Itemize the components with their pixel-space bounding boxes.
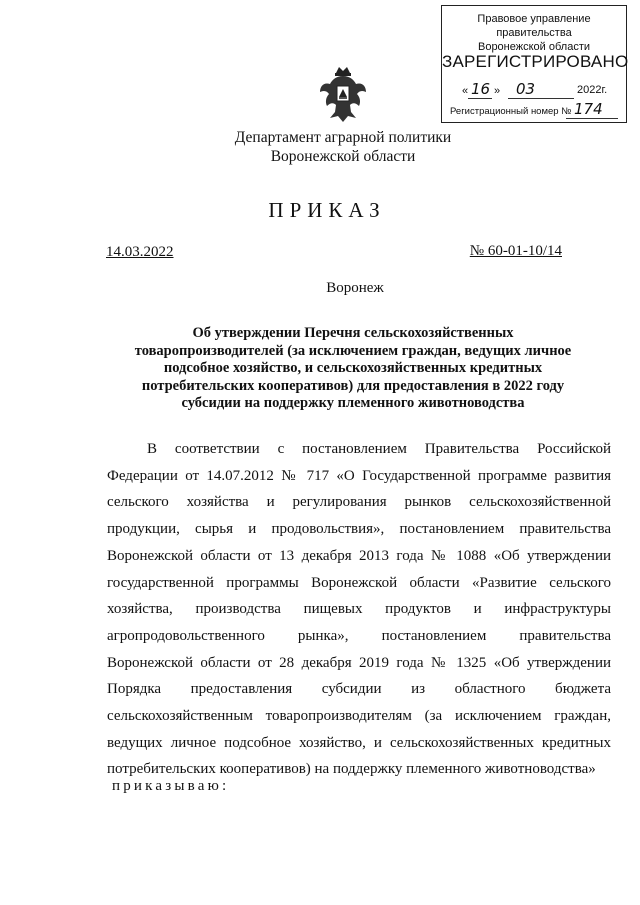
department-line-1: Департамент аграрной политики: [234, 129, 452, 146]
document-number: № 60-01-10/14: [469, 243, 562, 259]
stamp-day: 16: [471, 80, 491, 98]
subject-line: потребительских кооперативов) для предоставления в 2022 году: [141, 377, 565, 394]
subject-line: субсидии на поддержку племенного животноводства: [181, 395, 525, 412]
stamp-year: 2022г.: [577, 84, 608, 96]
body-line: ведущих личное подсобное хозяйство, и сельскохозяйственных кредитных: [107, 734, 611, 751]
body-line: Воронежской области от 28 декабря 2019 года № 1325 «Об утверждении: [107, 654, 611, 671]
subject-line: товаропроизводителей (за исключением граждан, ведущих личное: [134, 342, 572, 359]
document-subject: [80, 325, 626, 413]
coat-of-arms-icon: [318, 64, 368, 124]
stamp-reg-label: Регистрационный номер №: [450, 106, 572, 117]
body-line: Порядка предоставления субсидии из областного бюджета: [107, 681, 611, 698]
subject-line: подсобное хозяйство, и сельскохозяйственных кредитных: [163, 360, 543, 377]
document-city: Воронеж: [326, 280, 384, 296]
document-type: ПРИКАЗ: [268, 198, 386, 222]
stamp-month-underline: [508, 98, 574, 99]
body-line: агропродовольственного рынка», постановлением правительства: [107, 627, 611, 644]
body-line: хозяйства, производства пищевых продуктов и инфраструктуры: [107, 601, 611, 618]
body-line: В соответствии с постановлением Правительства Российской: [147, 441, 611, 457]
body-line: Воронежской области от 13 декабря 2013 года № 1088 «Об утверждении: [107, 547, 611, 564]
body-line: сельскохозяйственным товаропроизводителям (за исключением граждан,: [107, 708, 611, 725]
stamp-reg-number: 174: [574, 100, 603, 118]
stamp-quote-open: «: [462, 85, 469, 97]
stamp-org-line-1: Правовое управление правительства: [477, 13, 591, 39]
stamp-org-line-2: Воронежской области: [477, 41, 590, 53]
stamp-day-underline: [468, 98, 492, 99]
stamp-organization: [442, 12, 626, 54]
body-line: Федерации от 14.07.2012 № 717 «О Государственной программе развития: [107, 467, 611, 484]
body-line: государственной программы Воронежской области «Развитие сельского: [107, 574, 611, 591]
body-line: продукции, сырья и продовольствия», постановлением правительства: [107, 521, 611, 538]
body-line: сельского хозяйства и регулирования рынков сельскохозяйственной: [107, 494, 611, 511]
subject-line: Об утверждении Перечня сельскохозяйственных: [192, 325, 514, 341]
stamp-month: 03: [516, 80, 536, 98]
stamp-title: ЗАРЕГИСТРИРОВАНО: [442, 52, 629, 71]
department-line-2: Воронежской области: [270, 148, 416, 165]
document-date: 14.03.2022: [106, 244, 174, 260]
body-paragraph: [107, 436, 611, 783]
order-word: приказываю:: [112, 778, 230, 794]
department-name: [0, 128, 640, 166]
stamp-quote-close: »: [494, 85, 501, 97]
registration-stamp: [441, 5, 627, 123]
stamp-date: [454, 79, 619, 101]
body-line: потребительских кооперативов) на поддержку племенного животноводства»: [107, 761, 596, 778]
stamp-reg-underline: [566, 118, 618, 119]
